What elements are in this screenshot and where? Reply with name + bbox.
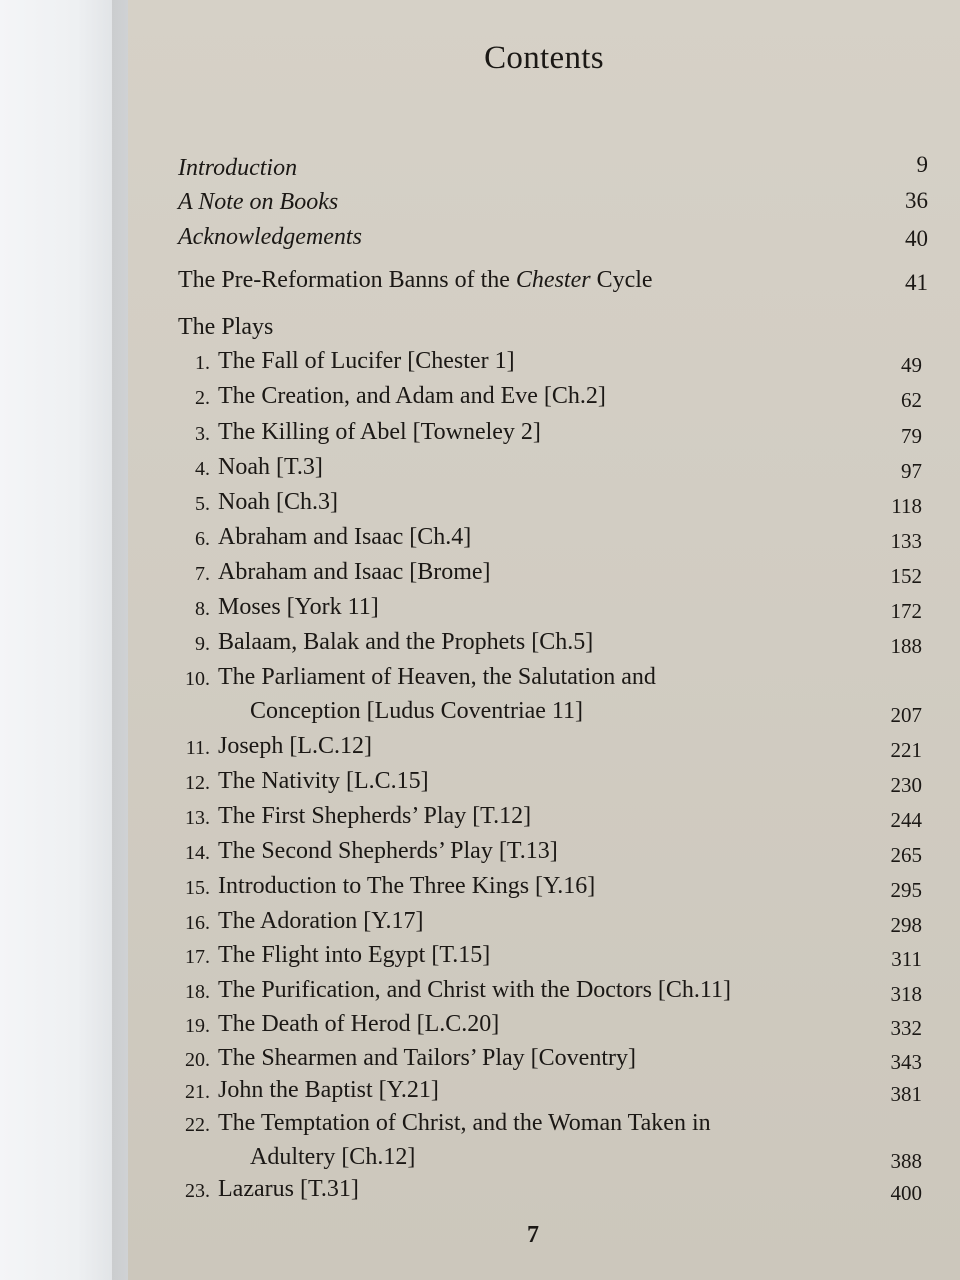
- entry-page: 230: [890, 773, 922, 797]
- toc-entry: [128, 1077, 960, 1111]
- entry-title: The Flight into Egypt [T.15]: [218, 942, 491, 968]
- front-matter-note-on-books: A Note on Books: [178, 189, 339, 215]
- entry-page: 188: [890, 634, 922, 658]
- toc-entry: [128, 419, 960, 453]
- entry-title: The Shearmen and Tailors’ Play [Coventry]: [218, 1045, 636, 1071]
- front-matter-page: 40: [905, 226, 928, 251]
- entry-number: 21.: [185, 1081, 210, 1103]
- front-matter-introduction: Introduction: [178, 155, 298, 181]
- contents-page: [128, 0, 960, 1280]
- entry-number: 13.: [185, 807, 210, 829]
- entry-number: 8.: [195, 598, 210, 620]
- entry-page: 318: [890, 982, 922, 1006]
- entry-page: 388: [890, 1149, 922, 1173]
- toc-entry: [128, 838, 960, 872]
- entry-page: 118: [891, 494, 922, 518]
- entry-title: The Temptation of Christ, and the Woman Taken in: [218, 1110, 711, 1136]
- entry-page: 49: [901, 353, 922, 377]
- toc-entry: [128, 454, 960, 488]
- toc-entry: [128, 1176, 960, 1210]
- toc-entry: [128, 873, 960, 907]
- entry-title: Moses [York 11]: [218, 594, 379, 620]
- toc-entry: [128, 942, 960, 976]
- entry-number: 6.: [195, 528, 210, 550]
- entry-page: 207: [890, 703, 922, 727]
- page-title: Contents: [484, 40, 604, 76]
- entry-page: 381: [890, 1082, 922, 1106]
- entry-page: 298: [890, 913, 922, 937]
- entry-title: Noah [Ch.3]: [218, 489, 338, 515]
- entry-number: 1.: [195, 352, 210, 374]
- entry-number: 23.: [185, 1180, 210, 1202]
- page-number: 7: [527, 1222, 539, 1248]
- toc-entry: [128, 524, 960, 558]
- toc-entry: [128, 629, 960, 663]
- entry-title: The Adoration [Y.17]: [218, 908, 424, 934]
- toc-entry: [128, 594, 960, 628]
- front-matter-page: 9: [916, 152, 928, 177]
- entry-number: 18.: [185, 981, 210, 1003]
- entry-page: 152: [890, 564, 922, 588]
- entry-number: 5.: [195, 493, 210, 515]
- entry-title: The Death of Herod [L.C.20]: [218, 1011, 500, 1037]
- entry-title: Lazarus [T.31]: [218, 1176, 359, 1202]
- facing-page: [0, 0, 128, 1280]
- entry-number: 16.: [185, 912, 210, 934]
- entry-page: 79: [901, 424, 922, 448]
- entry-number: 22.: [185, 1114, 210, 1136]
- entry-number: 3.: [195, 423, 210, 445]
- entry-page: 332: [890, 1016, 922, 1040]
- entry-title: The Fall of Lucifer [Chester 1]: [218, 348, 515, 374]
- entry-title: Noah [T.3]: [218, 454, 323, 480]
- plays-heading: The Plays: [178, 314, 274, 340]
- entry-number: 4.: [195, 458, 210, 480]
- entry-number: 11.: [185, 737, 210, 759]
- entry-page: 221: [890, 738, 922, 762]
- entry-title: Introduction to The Three Kings [Y.16]: [218, 873, 596, 899]
- entry-page: 62: [901, 388, 922, 412]
- entry-page: 172: [890, 599, 922, 623]
- entry-number: 15.: [185, 877, 210, 899]
- banns-suffix: Cycle: [590, 267, 653, 293]
- entry-title: John the Baptist [Y.21]: [218, 1077, 439, 1103]
- banns-entry: [178, 267, 653, 294]
- entry-title: The Nativity [L.C.15]: [218, 768, 429, 794]
- front-matter-acknowledgements: Acknowledgements: [178, 224, 362, 250]
- toc-entry: [128, 1011, 960, 1045]
- entry-number: 10.: [185, 668, 210, 690]
- toc-entry: [128, 559, 960, 593]
- banns-prefix: The Pre-Reformation Banns of the: [178, 267, 516, 293]
- entry-title: The Creation, and Adam and Eve [Ch.2]: [218, 383, 606, 409]
- entry-title: Joseph [L.C.12]: [218, 733, 372, 759]
- entry-title: The Killing of Abel [Towneley 2]: [218, 419, 541, 445]
- entry-title-continued: Conception [Ludus Coventriae 11]: [250, 698, 584, 724]
- banns-page: 41: [905, 270, 928, 295]
- toc-entry: [128, 1045, 960, 1079]
- entry-title: The Purification, and Christ with the Doctors [Ch.11]: [218, 977, 732, 1003]
- entry-page: 133: [890, 529, 922, 553]
- toc-entry: [128, 1110, 960, 1178]
- toc-entry: [128, 977, 960, 1011]
- entry-page: 343: [890, 1050, 922, 1074]
- toc-entry: [128, 733, 960, 767]
- front-matter-page: 36: [905, 188, 928, 213]
- entry-title: The Second Shepherds’ Play [T.13]: [218, 838, 558, 864]
- entry-title: The First Shepherds’ Play [T.12]: [218, 803, 532, 829]
- entry-page: 244: [890, 808, 922, 832]
- toc-entry: [128, 768, 960, 802]
- entry-page: 265: [890, 843, 922, 867]
- entry-number: 9.: [195, 633, 210, 655]
- toc-entry: [128, 348, 960, 382]
- toc-entry: [128, 489, 960, 523]
- entry-page: 97: [901, 459, 922, 483]
- entry-page: 400: [890, 1181, 922, 1205]
- toc-entry: [128, 383, 960, 417]
- entry-page: 295: [890, 878, 922, 902]
- entry-title: Balaam, Balak and the Prophets [Ch.5]: [218, 629, 594, 655]
- banns-italic: Chester: [515, 267, 591, 293]
- entry-number: 7.: [195, 563, 210, 585]
- entry-title: Abraham and Isaac [Brome]: [218, 559, 491, 585]
- entry-number: 17.: [185, 946, 210, 968]
- entry-title-continued: Adultery [Ch.12]: [250, 1144, 416, 1170]
- toc-entry: [128, 664, 960, 732]
- entry-number: 20.: [185, 1049, 210, 1071]
- entry-number: 14.: [185, 842, 210, 864]
- entry-number: 19.: [185, 1015, 210, 1037]
- entry-number: 2.: [195, 387, 210, 409]
- toc-entry: [128, 803, 960, 837]
- entry-page: 311: [891, 947, 922, 971]
- toc-entry: [128, 908, 960, 942]
- entry-title: The Parliament of Heaven, the Salutation and: [218, 664, 656, 690]
- entry-number: 12.: [185, 772, 210, 794]
- entry-title: Abraham and Isaac [Ch.4]: [218, 524, 472, 550]
